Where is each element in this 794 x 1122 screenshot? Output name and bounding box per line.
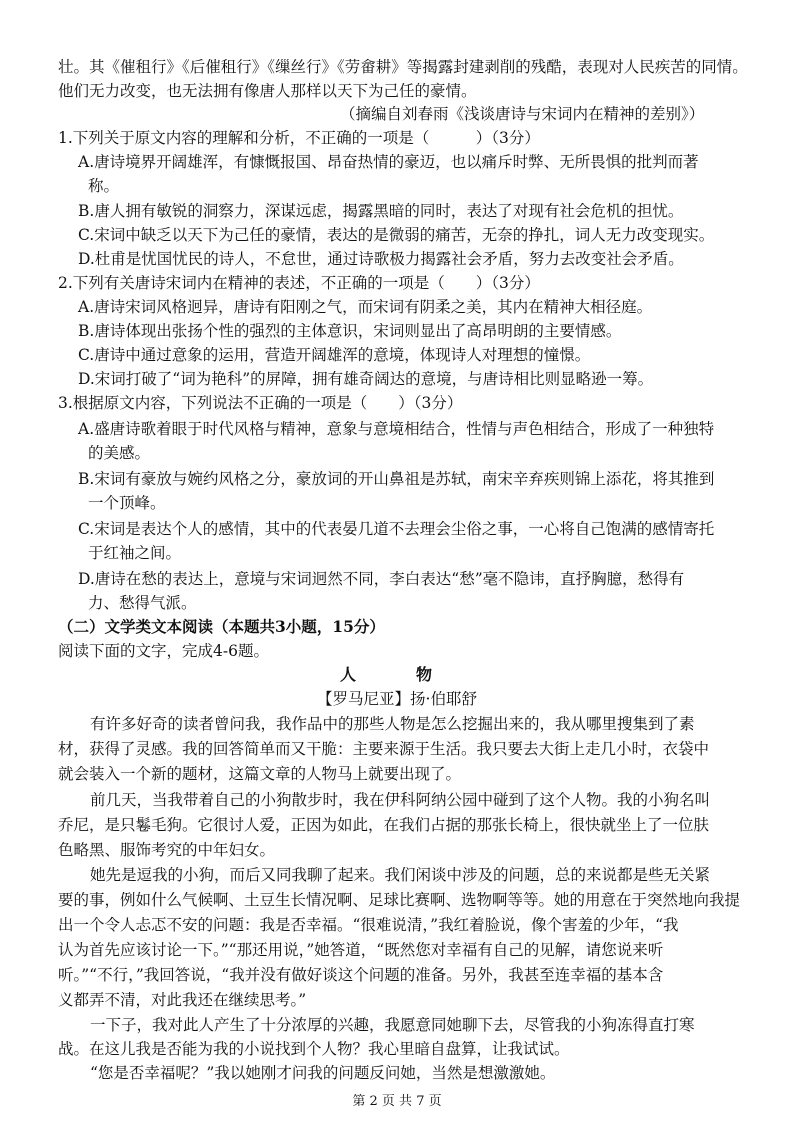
- q3-option-b-cont: 一个顶峰。: [88, 494, 166, 512]
- q2-option-d: D.宋词打破了“词为艳科”的屏障，拥有雄奇阔达的意境，与唐诗相比则显略逊一筹。: [78, 370, 654, 388]
- q1-option-c: C.宋词中缺乏以天下为己任的豪情，表达的是微弱的痛苦，无奈的挣扎，词人无力改变现实。: [78, 226, 715, 244]
- q3-option-c: C.宋词是表达个人的感情，其中的代表晏几道不去理会尘俗之事，一心将自己饱满的感情寄托: [78, 520, 715, 538]
- story-paragraph-line: 色略黑、服饰考究的中年妇女。: [58, 841, 276, 859]
- story-paragraph-line: 材，获得了灵感。我的回答简单而又干脆：主要来源于生活。我只要去大街上走几小时，衣袋中: [58, 740, 710, 758]
- intro-line: 壮。其《催租行》《后催租行》《缫丝行》《劳畲耕》等揭露封建剥削的残酷，表现对人民疾苦的同情。: [58, 58, 748, 76]
- story-paragraph-line: 前几天，当我带着自己的小狗散步时，我在伊科阿纳公园中碰到了这个人物。我的小狗名叫: [90, 791, 711, 809]
- q3-option-b: B.宋词有豪放与婉约风格之分，豪放词的开山鼻祖是苏轼，南宋辛弃疾则锦上添花，将其推到: [78, 470, 715, 488]
- story-author: 【罗马尼亚】扬·伯耶舒: [317, 690, 477, 708]
- story-paragraph-line: “您是否幸福呢？”我以她刚才问我的问题反问她，当然是想激激她。: [90, 1064, 556, 1082]
- q1-option-d: D.杜甫是忧国忧民的诗人，不怠世，通过诗歌极力揭露社会矛盾，努力去改变社会矛盾。: [78, 250, 684, 268]
- story-paragraph-line: 认为首先应该讨论一下。”“那还用说，”她答道，“既然您对幸福有自己的见解，请您说来听: [58, 941, 664, 959]
- q3-option-d-cont: 力、愁得气派。: [88, 594, 197, 612]
- q3-option-c-cont: 于红袖之间。: [88, 544, 182, 562]
- story-paragraph-line: 乔尼，是只鬈毛狗。它很讨人爱，正因为如此，在我们占据的那张长椅上，很快就坐上了一位肤: [58, 816, 710, 834]
- page-number: 第 2 页 共 7 页: [352, 1094, 442, 1109]
- question-1-stem: 1.下列关于原文内容的理解和分析，不正确的一项是（ ）（3分）: [58, 129, 540, 147]
- story-paragraph-line: 就会装入一个新的题材，这篇文章的人物马上就要出现了。: [58, 765, 462, 783]
- q3-option-a-cont: 的美感。: [88, 444, 151, 462]
- question-3-stem: 3.根据原文内容，下列说法不正确的一项是（ ）（3分）: [58, 394, 463, 412]
- section-instruction: 阅读下面的文字，完成4-6题。: [58, 642, 269, 660]
- story-title: 人 物: [339, 665, 454, 684]
- q2-option-a: A.唐诗宋词风格迥异，唐诗有阳刚之气，而宋词有阴柔之美，其内在精神大相径庭。: [78, 298, 653, 316]
- story-paragraph-line: 有许多好奇的读者曾问我，我作品中的那些人物是怎么挖掘出来的，我从哪里搜集到了素: [90, 715, 695, 733]
- q2-option-c: C.唐诗中通过意象的运用，营造开阔雄浑的意境，体现诗人对理想的憧憬。: [78, 346, 591, 364]
- q2-option-b: B.唐诗体现出张扬个性的强烈的主体意识，宋词则显出了高昂明朗的主要情感。: [78, 322, 622, 340]
- story-paragraph-line: 出一个令人忐忑不安的问题：我是否幸福。“很难说清，”我红着脸说，像个害羞的少年，“我: [58, 916, 679, 934]
- intro-line: 他们无力改变，也无法拥有像唐人那样以天下为己任的豪情。: [58, 82, 477, 100]
- story-paragraph-line: 一下子，我对此人产生了十分浓厚的兴趣，我愿意同她聊下去，尽管我的小狗冻得直打寒: [90, 1016, 695, 1034]
- story-paragraph-line: 要的事，例如什么气候啊、土豆生长情况啊、足球比赛啊、选物啊等等。她的用意在于突然地向我提: [58, 891, 741, 909]
- q1-option-a-cont: 称。: [88, 177, 120, 195]
- question-2-stem: 2.下列有关唐诗宋词内在精神的表述，不正确的一项是（ ）（3分）: [58, 274, 540, 292]
- story-paragraph-line: 她先是逗我的小狗，而后又同我聊了起来。我们闲谈中涉及的问题，总的来说都是些无关紧: [90, 866, 711, 884]
- q1-option-b: B.唐人拥有敏锐的洞察力，深谋远虑，揭露黑暗的同时，表达了对现有社会危机的担忧。: [78, 202, 684, 220]
- q3-option-d: D.唐诗在愁的表达上，意境与宋词迥然不同，李白表达“愁”毫不隐讳，直抒胸臆，愁得有: [78, 570, 685, 588]
- story-paragraph-line: 义都弄不清，对此我还在继续思考。”: [58, 991, 307, 1009]
- section-heading: （二）文学类文本阅读（本题共3小题，15分）: [58, 617, 385, 636]
- story-paragraph-line: 战。在这儿我是否能为我的小说找到个人物？我心里暗自盘算，让我试试。: [58, 1040, 570, 1058]
- q3-option-a: A.盛唐诗歌着眼于时代风格与精神，意象与意境相结合，性情与声色相结合，形成了一种独特: [78, 420, 715, 438]
- story-paragraph-line: 听。”“不行，”我回答说，“我并没有做好谈这个问题的准备。另外，我甚至连幸福的基本含: [58, 966, 664, 984]
- source-citation: （摘编自刘春雨《浅谈唐诗与宋词内在精神的差别》）: [340, 105, 705, 123]
- q1-option-a: A.唐诗境界开阔雄浑，有慷慨报国、昂奋热情的豪迈，也以痛斥时弊、无所畏惧的批判而著: [78, 153, 699, 171]
